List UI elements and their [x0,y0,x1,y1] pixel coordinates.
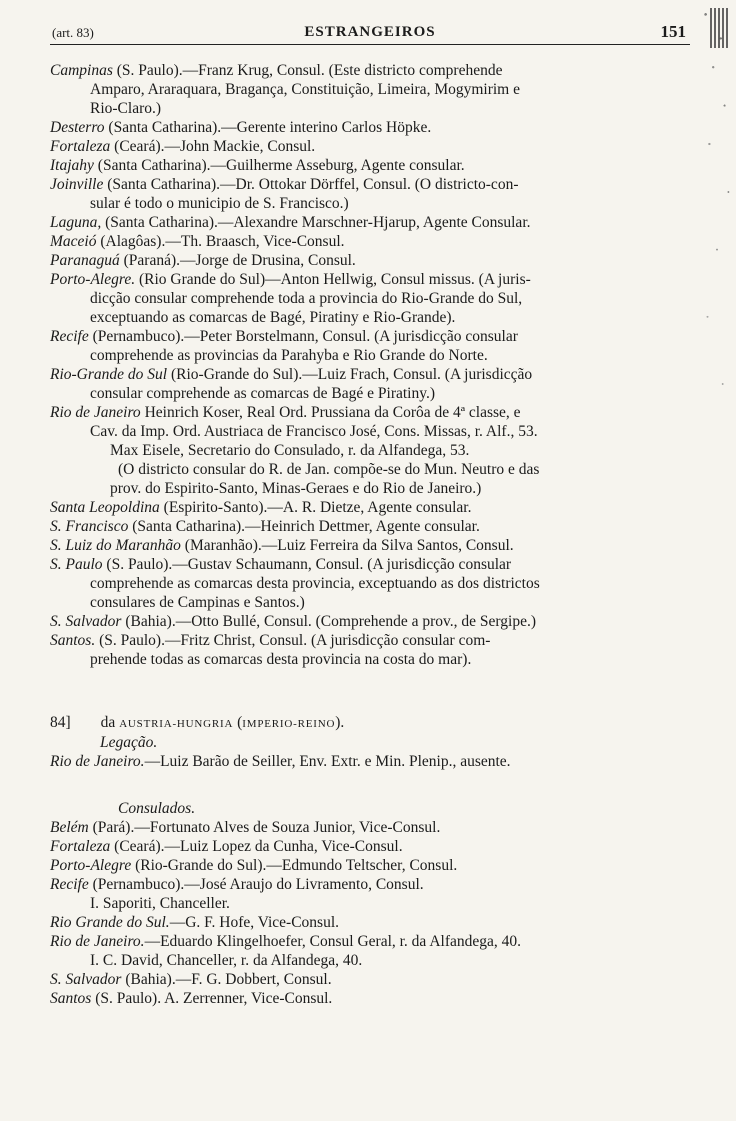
entry-continuation: consular comprehende as comarcas de Bagé e Piratiny.) [90,385,436,402]
entry-text: Heinrich Koser, Real Ord. Prussiana da Corôa de 4ª classe, e [140,404,521,421]
entry-text: (Rio Grande do Sul)—Anton Hellwig, Consul missus. (A juris- [135,271,531,288]
place-name: Laguna, [50,214,102,231]
place-name: Campinas [50,62,113,79]
place-name: Santos. [50,632,96,649]
entry-line [50,366,532,384]
entry-text: (Santa Catharina).—Gerente interino Carlos Höpke. [104,119,432,136]
page-edge-speckle [698,0,736,480]
entry-text: (Bahia).—Otto Bullé, Consul. (Comprehende a prov., de Sergipe.) [121,613,537,630]
section-heading [50,714,344,733]
entry-text: (Bahia).—F. G. Dobbert, Consul. [121,971,332,988]
entry-continuation: prehende todas as comarcas desta provincia na costa do mar). [90,651,472,668]
entry-line [50,971,332,989]
consulates-label: Consulados. [118,800,196,817]
entry-continuation: Max Eisele, Secretario do Consulado, r. da Alfandega, 53. [110,442,470,459]
entry-line [50,62,502,80]
page-edge-mark [710,8,730,48]
heading-text: ( [233,714,243,731]
place-name: Rio-Grande do Sul [50,366,168,383]
place-name: Recife [50,328,89,345]
entry-line [50,613,536,631]
entry-text: (S. Paulo). A. Zerrenner, Vice-Consul. [91,990,333,1007]
place-name: S. Francisco [50,518,129,535]
entry-text: (Santa Catharina).—Heinrich Dettmer, Agente consular. [128,518,480,535]
entry-text: (Rio-Grande do Sul).—Edmundo Teltscher, Consul. [131,857,458,874]
entry-text: (S. Paulo).—Gustav Schaumann, Consul. (A jurisdicção consular [102,556,512,573]
entry-continuation: sular é todo o municipio de S. Francisco.) [90,195,349,212]
entry-text: (Paraná).—Jorge de Drusina, Consul. [119,252,356,269]
entry-line [50,119,431,137]
place-name: Porto-Alegre [50,857,132,874]
place-name: Santos [50,990,92,1007]
entry-continuation: comprehende as provincias da Parahyba e Rio Grande do Norte. [90,347,488,364]
entry-line [50,632,490,650]
entry-text: (Espirito-Santo).—A. R. Dietze, Agente consular. [159,499,472,516]
place-name: Paranaguá [50,252,120,269]
entry-line [50,819,440,837]
entry-line [50,914,339,932]
page-title: ESTRANGEIROS [304,24,436,40]
entry-continuation: (O districto consular do R. de Jan. compõe-se do Mun. Neutro e das [118,461,540,478]
country-name: AUSTRIA-HUNGRIA [119,718,234,730]
entry-continuation: exceptuando as comarcas de Bagé, Piratiny e Rio-Grande). [90,309,456,326]
entry-continuation: Amparo, Araraquara, Bragança, Constituição, Limeira, Mogymirim e [90,81,520,98]
entry-line [50,328,518,346]
entry-text: (Pará).—Fortunato Alves de Souza Junior, Vice-Consul. [88,819,441,836]
page-header [50,22,690,45]
entry-continuation: prov. do Espirito-Santo, Minas-Geraes e do Rio de Janeiro.) [110,480,482,497]
place-name: Rio Grande do Sul. [50,914,170,931]
entry-text: (Pernambuco).—José Araujo do Livramento, Consul. [88,876,424,893]
entry-line [50,518,480,536]
entry-text: —G. F. Hofe, Vice-Consul. [169,914,340,931]
place-name: Belém [50,819,89,836]
legation-label: Legação. [100,734,158,751]
entry-line [50,157,465,175]
entry-text: (Ceará).—Luiz Lopez da Cunha, Vice-Consul. [110,838,403,855]
entry-text: (S. Paulo).—Franz Krug, Consul. (Este districto comprehende [112,62,503,79]
entry-text: (Maranhão).—Luiz Ferreira da Silva Santos, Consul. [180,537,514,554]
entry-text: (Alagôas).—Th. Braasch, Vice-Consul. [96,233,345,250]
heading-text: ). [335,714,345,731]
entry-line [50,404,521,422]
entry-continuation: I. C. David, Chanceller, r. da Alfandega, 40. [90,952,363,969]
entry-line [50,214,531,232]
article-reference: (art. 83) [52,25,94,40]
entry-continuation: Rio-Claro.) [90,100,162,117]
entry-line [50,252,356,270]
entry-continuation: dicção consular comprehende toda a provincia do Rio-Grande do Sul, [90,290,523,307]
section-number: 84] [50,714,71,731]
entry-line [50,556,511,574]
entry-line [50,753,511,771]
place-name: Fortaleza [50,838,111,855]
place-name: S. Paulo [50,556,103,573]
entry-line [50,271,531,289]
entry-line [50,933,521,951]
place-name: Rio de Janeiro. [50,753,145,770]
place-name: Santa Leopoldina [50,499,160,516]
entry-continuation: comprehende as comarcas desta provincia, exceptuando as dos districtos [90,575,540,592]
entry-text: (Ceará).—John Mackie, Consul. [110,138,316,155]
place-name: Itajahy [50,157,94,174]
place-name: S. Salvador [50,613,122,630]
entry-line [50,138,315,156]
entry-text: —Eduardo Klingelhoefer, Consul Geral, r. da Alfandega, 40. [144,933,522,950]
place-name: Rio de Janeiro [50,404,141,421]
entry-line [50,176,518,194]
entry-text: (Rio-Grande do Sul).—Luiz Frach, Consul. (A jurisdicção [167,366,533,383]
entry-continuation: Cav. da Imp. Ord. Austriaca de Francisco José, Cons. Missas, r. Alf., 53. [90,423,538,440]
heading-text: da [100,714,120,731]
state-type: IMPERIO-REINO [242,718,336,730]
entry-continuation: consulares de Campinas e Santos.) [90,594,305,611]
place-name: Porto-Alegre. [50,271,136,288]
entry-text: —Luiz Barão de Seiller, Env. Extr. e Min. Plenip., ausente. [144,753,511,770]
entry-line [50,990,332,1008]
entry-line [50,537,514,555]
entry-line [50,857,457,875]
place-name: S. Luiz do Maranhão [50,537,181,554]
entry-line [50,233,345,251]
entry-line [50,876,424,894]
entry-text: (Pernambuco).—Peter Borstelmann, Consul. (A jurisdicção consular [88,328,518,345]
place-name: Recife [50,876,89,893]
entry-text: (S. Paulo).—Fritz Christ, Consul. (A jurisdicção consular com- [95,632,491,649]
entry-text: (Santa Catharina).—Dr. Ottokar Dörffel, Consul. (O districto-con- [103,176,519,193]
place-name: Rio de Janeiro. [50,933,145,950]
entry-line [50,838,403,856]
page-number: 151 [660,22,686,41]
place-name: Maceió [50,233,97,250]
entry-continuation: I. Saporiti, Chanceller. [90,895,230,912]
place-name: Desterro [50,119,105,136]
place-name: S. Salvador [50,971,122,988]
entry-text: (Santa Catharina).—Alexandre Marschner-Hjarup, Agente Consular. [101,214,531,231]
entry-text: (Santa Catharina).—Guilherme Asseburg, Agente consular. [93,157,465,174]
place-name: Joinville [50,176,104,193]
place-name: Fortaleza [50,138,111,155]
entry-line [50,499,471,517]
